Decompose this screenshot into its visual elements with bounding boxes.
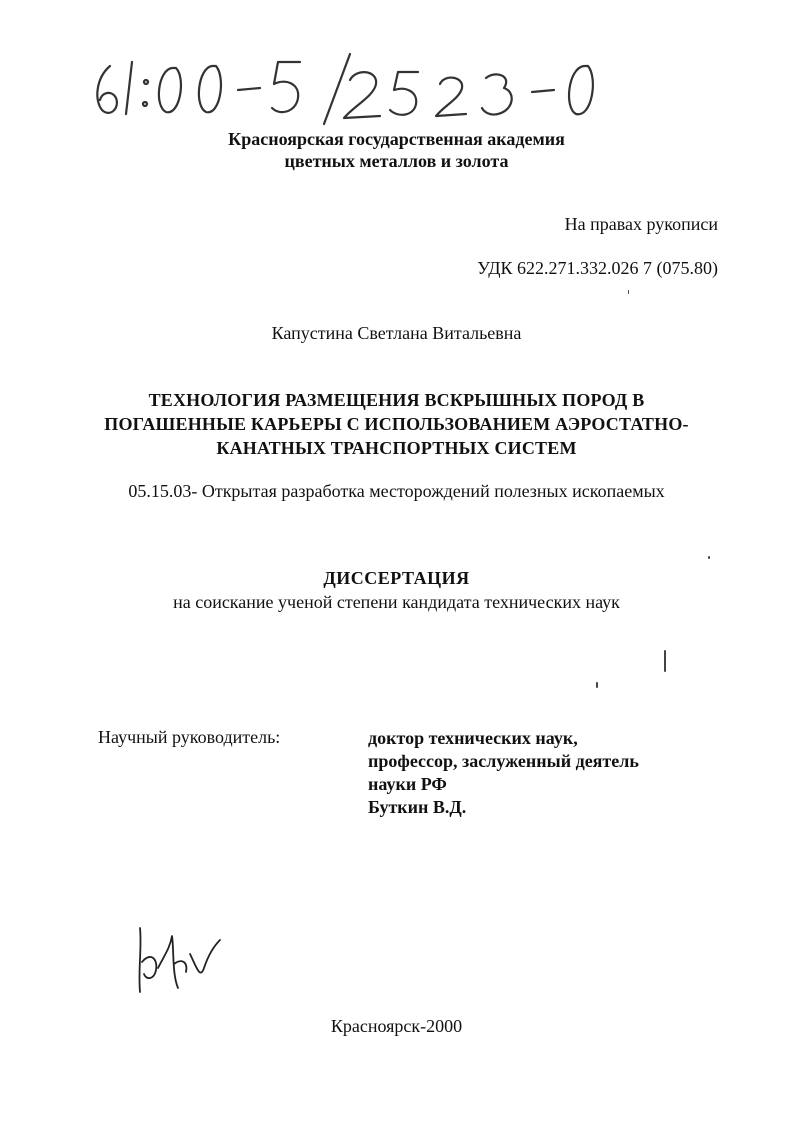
supervisor-label: Научный руководитель: bbox=[98, 727, 281, 747]
rights-note: На правах рукописи bbox=[564, 214, 718, 234]
udk-code: УДК 622.271.332.026 7 (075.80) bbox=[477, 258, 718, 278]
document-type: ДИССЕРТАЦИЯ bbox=[323, 568, 470, 588]
handwritten-archive-number bbox=[88, 48, 608, 128]
supervisor-line-4: Буткин В.Д. bbox=[368, 797, 467, 817]
specialty-code: 05.15.03- Открытая разработка месторождений полезных ископаемых bbox=[128, 481, 665, 501]
city-year: Красноярск-2000 bbox=[330, 1016, 463, 1036]
scan-speck bbox=[664, 650, 666, 672]
scan-speck bbox=[708, 556, 710, 559]
institution-line-2: цветных металлов и золота bbox=[284, 151, 509, 171]
title-line-3: КАНАТНЫХ ТРАНСПОРТНЫХ СИСТЕМ bbox=[216, 438, 577, 458]
signature bbox=[128, 918, 228, 998]
supervisor-line-3: науки РФ bbox=[368, 774, 447, 794]
degree-description: на соискание ученой степени кандидата технических наук bbox=[173, 592, 620, 612]
title-line-1: ТЕХНОЛОГИЯ РАЗМЕЩЕНИЯ ВСКРЫШНЫХ ПОРОД В bbox=[148, 390, 645, 410]
supervisor-line-1: доктор технических наук, bbox=[368, 728, 578, 748]
supervisor-line-2: профессор, заслуженный деятель bbox=[368, 751, 639, 771]
title-line-2: ПОГАШЕННЫЕ КАРЬЕРЫ С ИСПОЛЬЗОВАНИЕМ АЭРОСТАТНО- bbox=[104, 414, 689, 434]
dissertation-title bbox=[0, 388, 793, 460]
scan-speck bbox=[628, 290, 629, 294]
supervisor-info bbox=[368, 727, 639, 819]
author-name: Капустина Светлана Витальевна bbox=[271, 323, 522, 343]
institution-line-1: Красноярская государственная академия bbox=[228, 129, 565, 149]
institution-name bbox=[0, 128, 793, 172]
scan-speck bbox=[596, 682, 598, 688]
